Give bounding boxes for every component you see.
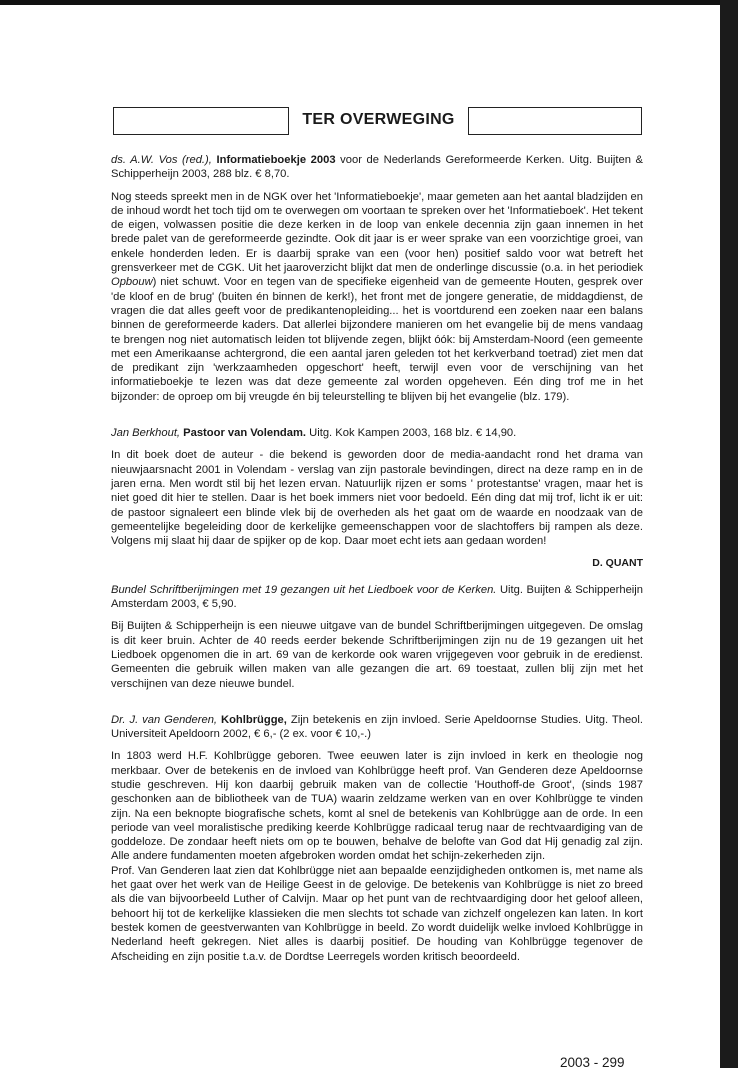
review-3-reference bbox=[111, 583, 643, 612]
article-content bbox=[111, 153, 643, 986]
review-2-author: Jan Berkhout, bbox=[111, 427, 181, 440]
review-4-author: Dr. J. van Genderen, bbox=[111, 713, 218, 726]
periodical-name: Opbouw bbox=[111, 276, 153, 289]
review-3-body: Bij Buijten & Schipperheijn is een nieuwe uitgave van de bundel Schriftberijmingen uitgegeven. De omslag is dit keer bruin. Achter de 40 reeds eerder bekende Schriftberijmingen zijn nu de 19 gezangen uit het Liedboek opgenomen die in art. 69 van de kerkorde ook waren vrijgegeven voor gebruik in de eredienst. Gemeenten die gebruik willen maken van alle gezangen die art. 69 toestaat, zullen blij zijn met het verschijnen van deze nieuwe bundel. bbox=[111, 620, 643, 690]
review-2-title: Pastoor van Volendam. bbox=[183, 427, 307, 440]
section-title: TER OVERWEGING bbox=[302, 111, 455, 128]
scan-border-right bbox=[720, 0, 738, 1068]
header-box-right bbox=[468, 107, 642, 135]
review-4-title: Kohlbrügge, bbox=[221, 713, 287, 726]
review-2-body: In dit boek doet de auteur - die bekend is geworden door de media-aandacht rond het drama van nieuwjaarsnacht 2001 in Volendam - verslag van zijn pastorale bevindingen, direct na deze ramp en in de jaren erna. Men wordt stil bij het lezen ervan. Natuurlijk rijzen er soms ' protestantse' vragen, maar het is niet goed dit hier te stellen. Daar is het boek immers niet voor bedoeld. Eén ding dat mij trof, licht ik er uit: de pastoor signaleert een blinde vlek bij de overheden als het gaat om de waarde en noodzaak van de gemeentelijke begeleiding door de kerkelijke gemeenschappen voor de slachtoffers bij rampen als deze. Volgens mij slaat hij daar de spijker op de kop. Daar moet echt iets aan gedaan worden! bbox=[111, 449, 643, 548]
review-4-body-1: In 1803 werd H.F. Kohlbrügge geboren. Twee eeuwen later is zijn invloed in kerk en theologie nog merkbaar. Over de betekenis en de invloed van Kohlbrügge heeft prof. Van Genderen deze Apeldoornse studie geschreven. Hij kon daarbij gebruik maken van de collectie 'Houthoff-de Groot', (sinds 1987 geschonken aan de bibliotheek van de TUA) waarin zeldzame werken van en over Kohlbrügge te vinden zijn. Na een beknopte biografische schets, komt al snel de betekenis van Kohlbrügge aan de orde. In een periode van veel moralistische prediking keerde Kohlbrügge radicaal terug naar de rechtvaardiging van de goddeloze. De zondaar heeft niets om op te bouwen, behalve de belofte van God dat Hij genadig zal zijn. Alle andere fundamenten moeten afgebroken worden omdat het schijn-zekerheden zijn. bbox=[111, 750, 643, 863]
review-1-publication: voor de Nederlands Gereformeerde Kerken. Uitg. Buijten & Schipperheijn 2003, 288 blz. € 8,70. bbox=[111, 154, 643, 181]
review-1-reference bbox=[111, 153, 643, 182]
review-signature: D. QUANT bbox=[592, 557, 643, 570]
review-3-title: Bundel Schriftberijmingen met 19 gezangen uit het Liedboek voor de Kerken. bbox=[111, 583, 497, 596]
review-4-publication: Zijn betekenis en zijn invloed. Serie Apeldoornse Studies. Uitg. Theol. Universiteit Apeldoorn 2002, € 6,- (2 ex. voor € 10,-.) bbox=[111, 713, 644, 741]
review-4-reference bbox=[111, 713, 643, 742]
review-3-publication: Uitg. Buijten & Schipperheijn Amsterdam 2003, € 5,90. bbox=[111, 583, 643, 611]
header-box-left bbox=[113, 107, 289, 135]
page bbox=[0, 5, 720, 1068]
review-1-body: Nog steeds spreekt men in de NGK over het 'Informatieboekje', maar gemeten aan het aantal bladzijden en de inhoud wordt het toch tijd om te overwegen om voortaan te spreken over het 'Informatieboek'. Het tekent de eigen, volwassen positie die deze kerken in de loop van enkele decennia zijn gaan innemen in het brede palet van de gereformeerde gezindte. Ook dit jaar is er weer sprake van een voorzichtige groei, van enkele honderden leden. Er is daarbij sprake van een (voor hen) positief saldo voor wat betreft het grensverkeer met de CGK. Uit het jaaroverzicht blijkt dat men de onderlinge discussie (o.a. in het periodiek Opbouw) niet schuwt. Voor en tegen van de specifieke eigenheid van de gemeente Houten, gesprek over 'de kloof en de brug' (buiten én binnen de kerk!), het front met de jongere generatie, de middagdienst, de vragen die dat alles geeft voor de predikantenopleiding... het is voortdurend een zoeken naar een balans binnen de gereformeerde kaders. Dat allerlei bijzondere manieren om het evangelie bij de mens vandaag te brengen nog niet automatisch leiden tot blijvende zegen, blijkt óók: bij Amsterdam-Noord (een gemeente met een Amerikaanse achtergrond, die een aantal jaren geleden tot het kerkverband toetrad) ziet men dat de predikant zijn 'werkzaamheden opgeschort' heeft, terwijl even voor de verschijning van het informatieboekje te lezen was dat deze gemeente zal worden opgeheven. Eén ding trof me in het bijzonder: de oproep om bij vreugde én bij teleurstelling te blijven bij het evangelie (blz. 179). bbox=[111, 190, 643, 403]
page-number: 2003 - 299 bbox=[560, 1055, 625, 1070]
review-2-reference bbox=[111, 426, 643, 440]
review-2-publication: Uitg. Kok Kampen 2003, 168 blz. € 14,90. bbox=[309, 427, 517, 440]
review-1-title: Informatieboekje 2003 bbox=[216, 154, 336, 166]
review-4-body-2: Prof. Van Genderen laat zien dat Kohlbrügge niet aan bepaalde eenzijdigheden ontkomen is, met name als het gaat over het werk van de Heilige Geest in de gelovige. De betekenis van Kohlbrügge is niet zo breed als die van bijvoorbeeld Luther of Calvijn. Maar op het punt van de rechtvaardiging door het geloof alleen, behoort hij tot de kerkelijke klassieken die men slechts tot schade van zichzelf ongelezen kan laten. In kort bestek komen de geestverwanten van Kohlbrügge in beeld. Zo wordt duidelijk welke invloed Kohlbrügge in Nederland heeft gekregen. Niet alles is daarbij positief. De houding van Kohlbrügge tegenover de Afscheiding en zijn positie t.a.v. de Dordtse Leerregels worden kritisch beoordeeld. bbox=[111, 864, 643, 963]
review-1-author: ds. A.W. Vos (red.), bbox=[111, 154, 212, 166]
section-header bbox=[113, 107, 642, 137]
